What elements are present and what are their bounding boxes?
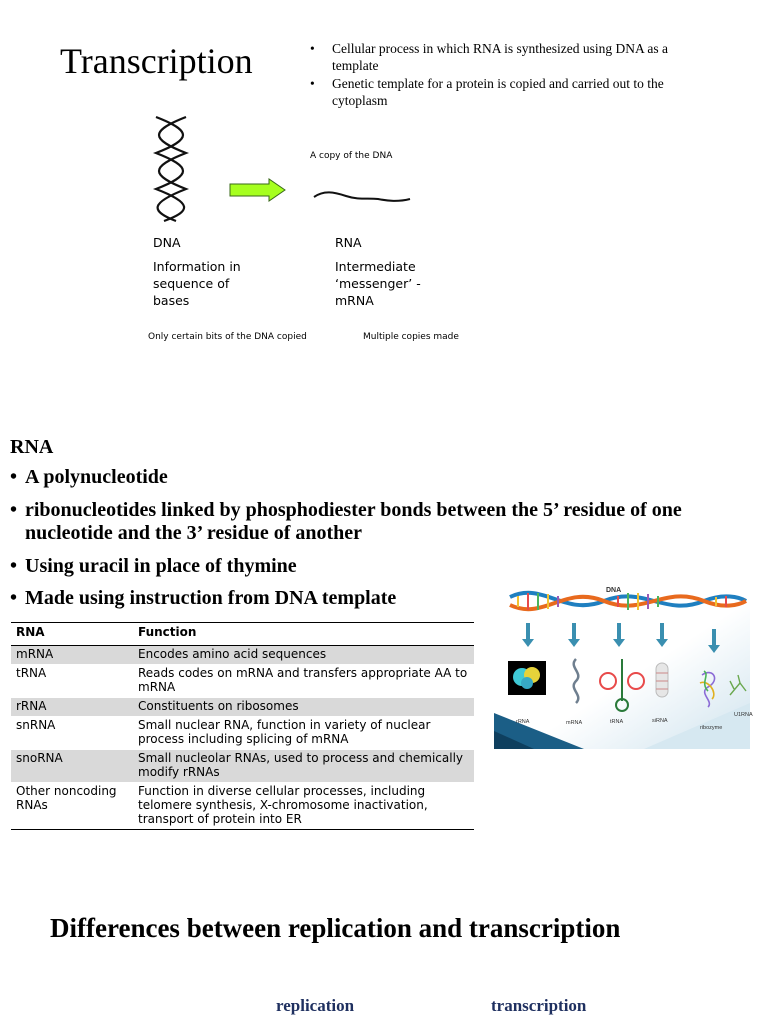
table-cell-rna: snRNA bbox=[11, 717, 133, 750]
table-cell-function: Function in diverse cellular processes, including telomere synthesis, X-chromosome inactivation, transport of protein into ER bbox=[133, 783, 474, 830]
bullet-item: • A polynucleotide bbox=[10, 466, 740, 490]
ribosome-icon bbox=[508, 661, 546, 695]
note-right: Multiple copies made bbox=[363, 332, 459, 342]
note-left: Only certain bits of the DNA copied bbox=[148, 332, 307, 342]
bullet-item: • ribonucleotides linked by phosphodiester bonds between the 5’ residue of one nucleotide and the 3’ residue of another bbox=[10, 499, 740, 546]
table-cell-function: Constituents on ribosomes bbox=[133, 698, 474, 717]
dna-helix-icon bbox=[148, 115, 194, 223]
bullet-item: • Genetic template for a protein is copied and carried out to the cytoplasm bbox=[308, 75, 698, 109]
table-cell-rna: rRNA bbox=[11, 698, 133, 717]
table-header-row bbox=[11, 623, 474, 646]
table-cell-function: Reads codes on mRNA and transfers appropriate AA to mRNA bbox=[133, 665, 474, 698]
rna-description: Intermediate ‘messenger’ - mRNA bbox=[335, 259, 421, 308]
rna-types-illustration bbox=[494, 583, 753, 749]
differences-title: Differences between replication and transcription bbox=[50, 913, 621, 943]
figure-label: rRNA bbox=[516, 719, 530, 725]
table-header-function: Function bbox=[133, 623, 474, 646]
table-header-rna: RNA bbox=[11, 623, 133, 646]
table-row bbox=[11, 646, 474, 665]
column-heading-transcription: transcription bbox=[491, 996, 587, 1015]
table-row bbox=[11, 717, 474, 750]
rna-heading: RNA bbox=[10, 436, 54, 458]
table-cell-rna: tRNA bbox=[11, 665, 133, 698]
dna-description: Information in sequence of bases bbox=[153, 259, 241, 308]
table-cell-function: Encodes amino acid sequences bbox=[133, 646, 474, 665]
figure-label: tRNA bbox=[610, 719, 624, 725]
table-row bbox=[11, 750, 474, 783]
rna-function-table bbox=[11, 622, 474, 830]
sirna-icon bbox=[656, 663, 668, 697]
figure-label: U1RNA bbox=[734, 712, 753, 718]
figure-label: mRNA bbox=[566, 720, 583, 726]
table-cell-function: Small nucleolar RNAs, used to process and chemically modify rRNAs bbox=[133, 750, 474, 783]
copy-of-dna-label: A copy of the DNA bbox=[310, 151, 393, 161]
table-cell-function: Small nuclear RNA, function in variety of nuclear process including splicing of mRNA bbox=[133, 717, 474, 750]
table-cell-rna: mRNA bbox=[11, 646, 133, 665]
figure-label: siRNA bbox=[652, 718, 668, 724]
dna-label: DNA bbox=[606, 587, 622, 594]
bullet-item: • Made using instruction from DNA template bbox=[10, 587, 740, 611]
table-row bbox=[11, 783, 474, 830]
rna-strand-icon bbox=[312, 188, 412, 208]
column-heading-replication: replication bbox=[276, 996, 355, 1015]
table-cell-rna: snoRNA bbox=[11, 750, 133, 783]
table-row bbox=[11, 665, 474, 698]
arrow-right-icon bbox=[229, 178, 287, 202]
figure-label: ribozyme bbox=[700, 725, 723, 731]
bullet-item: • Using uracil in place of thymine bbox=[10, 555, 740, 579]
slide-title-transcription: Transcription bbox=[60, 41, 253, 81]
rna-label: RNA bbox=[335, 235, 362, 250]
bullet-item: • Cellular process in which RNA is synthesized using DNA as a template bbox=[308, 40, 698, 74]
transcription-bullets bbox=[308, 40, 698, 110]
dna-label: DNA bbox=[153, 235, 181, 250]
table-cell-rna: Other noncoding RNAs bbox=[11, 783, 133, 830]
table-row bbox=[11, 698, 474, 717]
